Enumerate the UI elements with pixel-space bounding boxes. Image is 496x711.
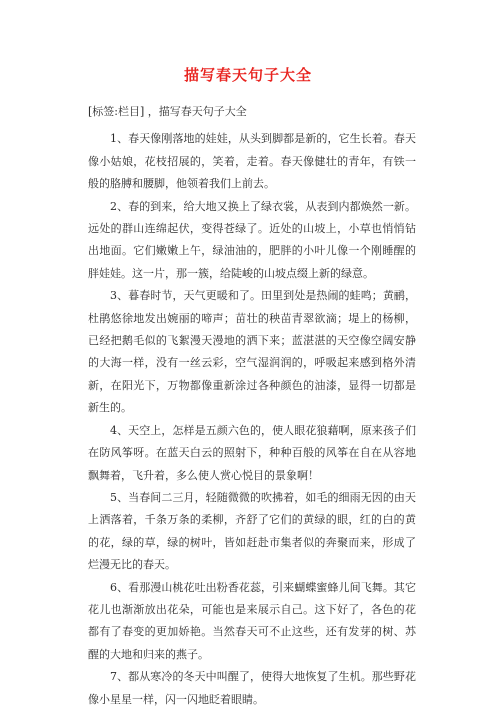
tags-line: [标签:栏目] ，描写春天句子大全: [88, 105, 247, 118]
paragraph-6: 6、看那漫山桃花吐出粉香花蕊，引来蝴蝶蜜蜂儿间飞舞。其它花儿也渐渐放出花朵，可能也是来展示自己。这下好了，各色的花都有了春变的更加娇艳。当然春天可不止这些，还有发芽的树、苏醒的大地和归来的燕子。: [88, 580, 416, 661]
paragraph-7: 7、都从寒冷的冬天中叫醒了，使得大地恢复了生机。那些野花像小星星一样，闪一闪地眨着眼睛。: [88, 670, 416, 706]
document-title: 描写春天句子大全: [183, 66, 312, 84]
paragraph-1: 1、春天像刚落地的娃娃，从头到脚都是新的，它生长着。春天像小姑娘，花枝招展的，笑着，走着。春天像健壮的青年，有铁一般的胳膊和腰脚，他领着我们上前去。: [88, 132, 416, 191]
paragraph-2: 2、春的到来，给大地又换上了绿衣裳，从表到内都焕然一新。远处的群山连绵起伏，变得苍绿了。近处的山坡上，小草也悄悄钻出地面。它们嫩嫩上午，绿油油的，肥胖的小叶儿像一个刚睡醒的胖娃娃。这一片，那一簇，给陡峻的山坡点缀上新的绿意。: [88, 199, 416, 280]
document-body: [88, 101, 416, 711]
paragraph-4: 4、天空上，怎样是五颜六色的，使人眼花狼藉啊，原来孩子们在防风筝呀。在蓝天白云的照射下，种种百般的风筝在自在从容地飘舞着，飞升着，多么使人赏心悦目的景象啊！: [88, 423, 416, 482]
paragraph-3: 3、暮春时节，天气更暖和了。田里到处是热闹的蛙鸣；黄鹂，杜鹃悠徐地发出婉丽的啼声；苗壮的秧苗青翠欲滴；堤上的杨柳，已经把鹅毛似的飞絮漫天漫地的洒下来；蓝湛湛的天空像空阔安静的大海一样，没有一丝云彩，空气湿润润的，呼吸起来感到格外清新，在阳光下，万物都像重新涂过各种颜色的油漆，显得一切都是新生的。: [88, 289, 416, 415]
paragraph-5: 5、当春间二三月，轻随微微的吹拂着，如毛的细雨无因的由天上洒落着，千条万条的柔柳，齐舒了它们的黄绿的眼，红的白的黄的花，绿的草，绿的树叶，皆如赶赴市集者似的奔聚而来，形成了烂漫无比的春天。: [88, 490, 416, 572]
